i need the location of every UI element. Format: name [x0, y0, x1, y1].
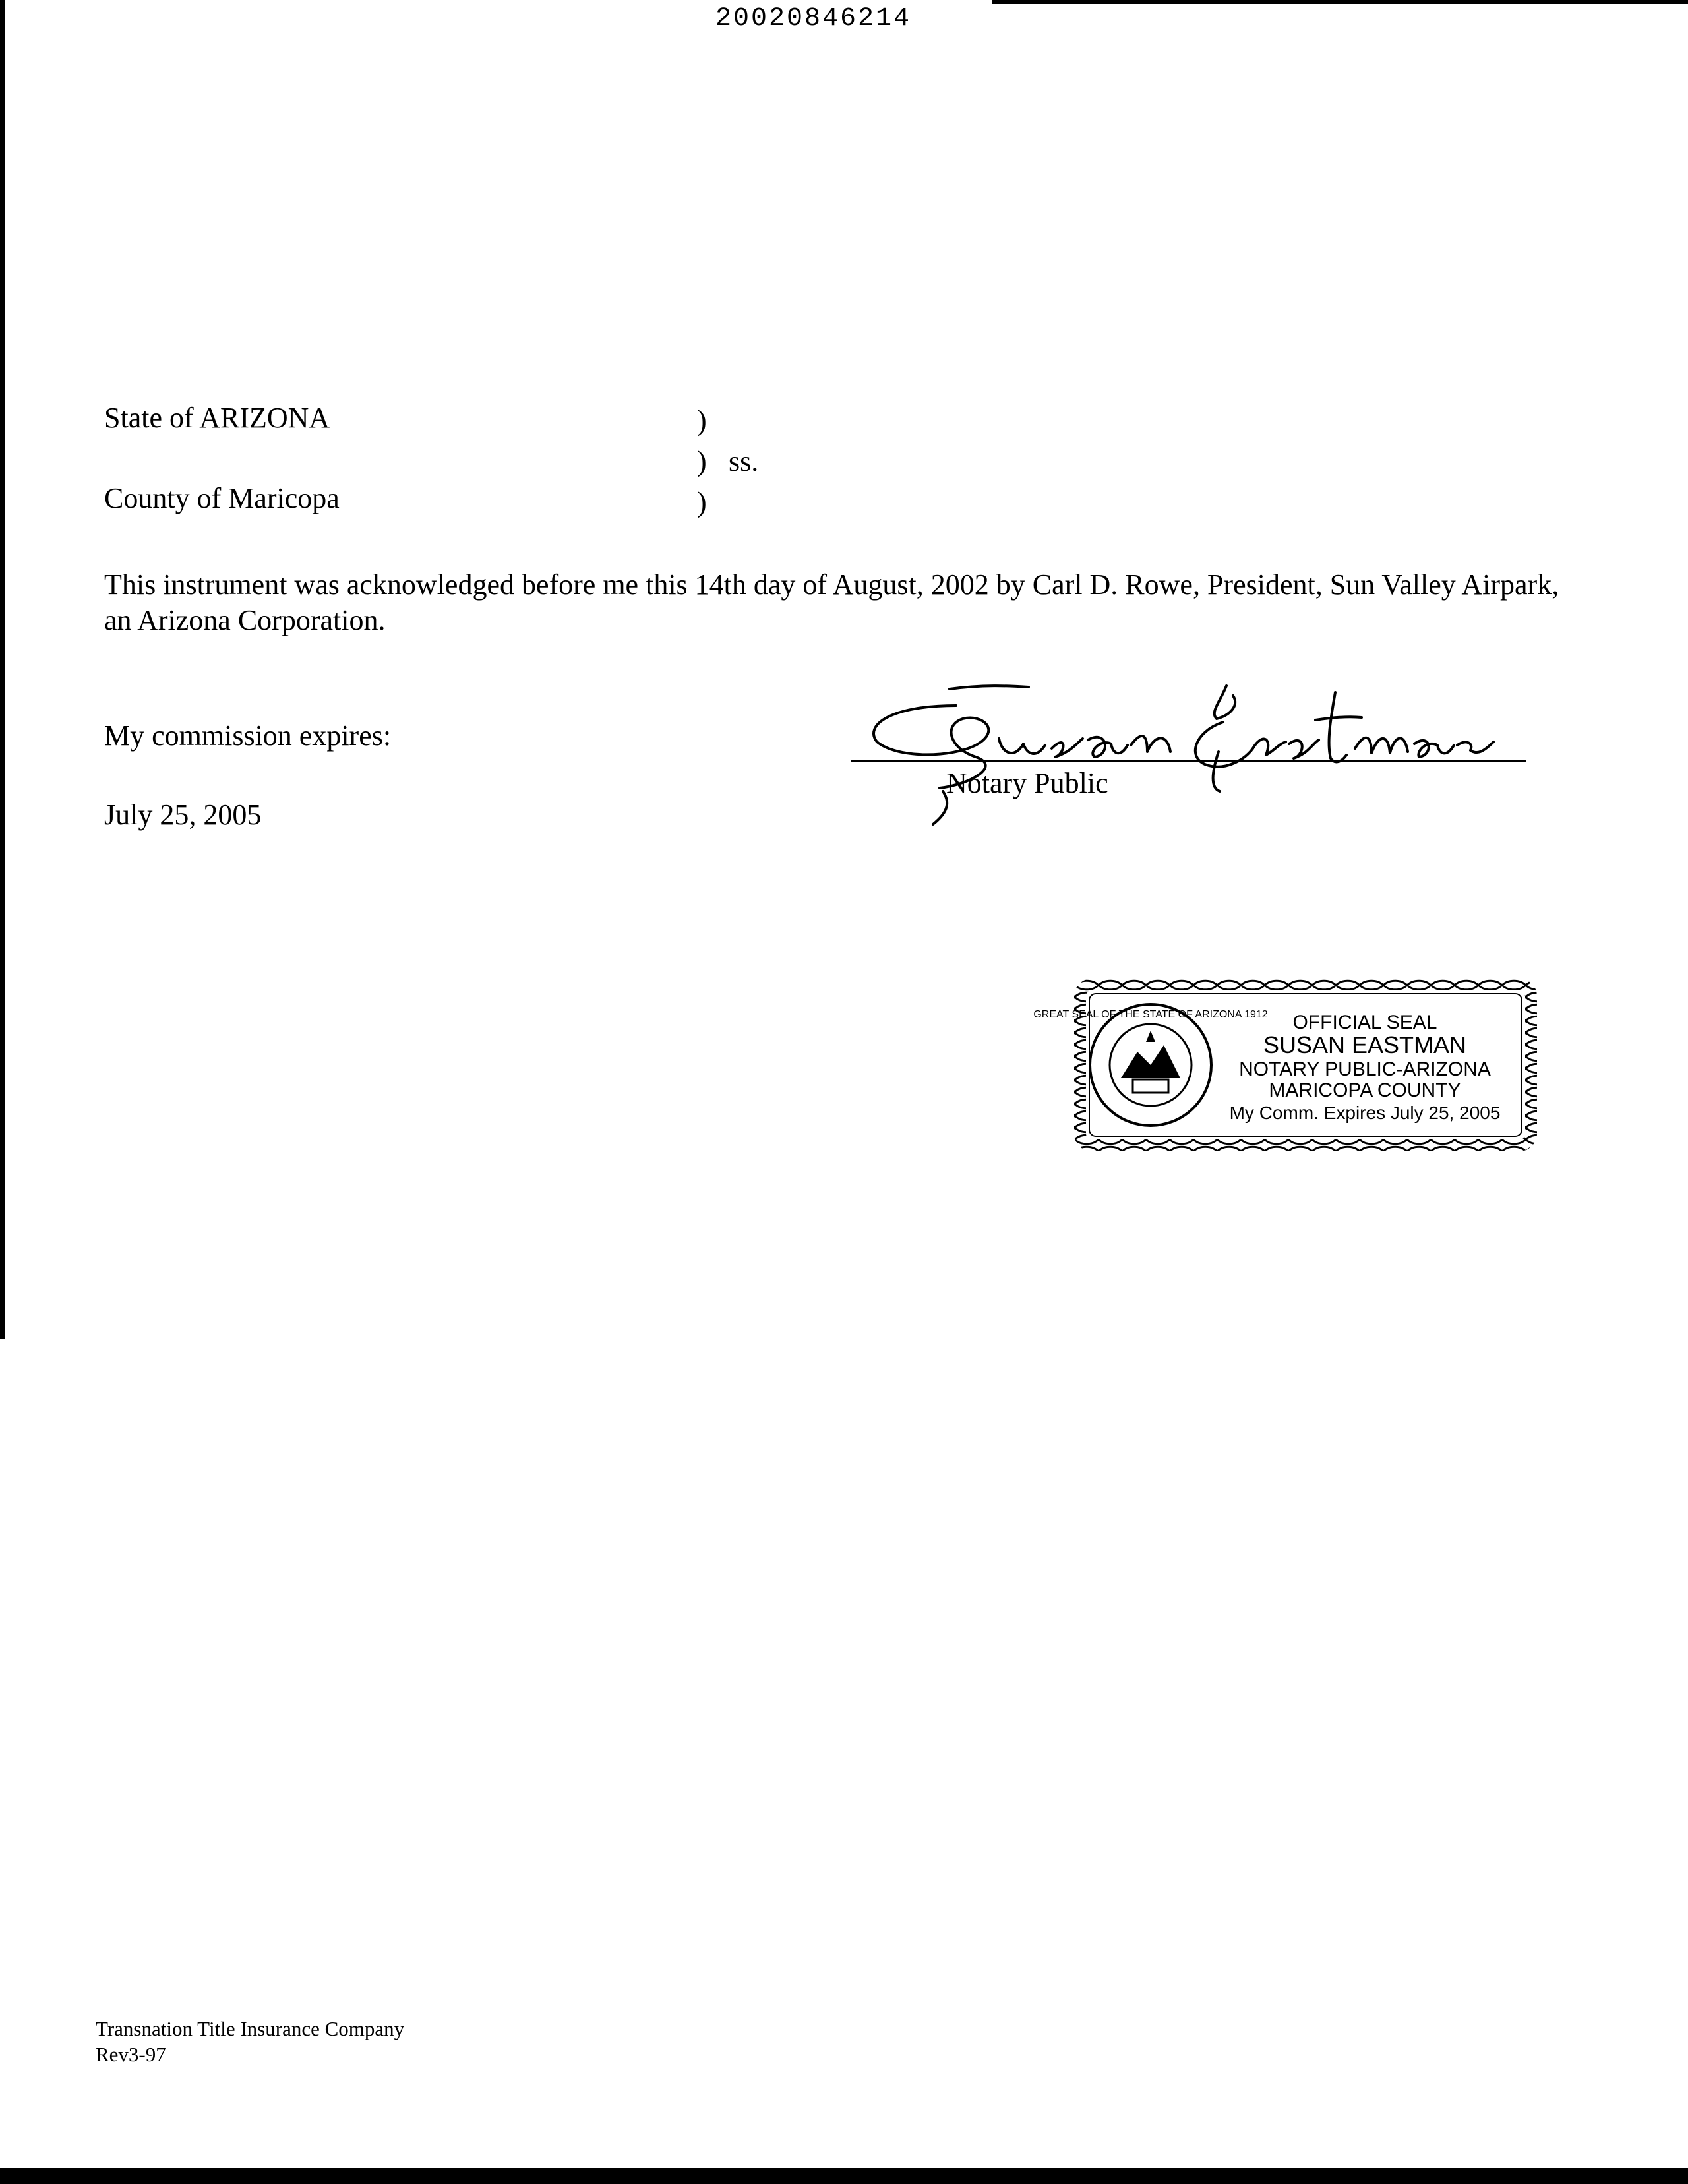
recording-number: 20020846214 [715, 4, 912, 34]
official-seal-stamp [1033, 979, 1536, 1151]
top-scan-rule [992, 0, 1688, 4]
acknowledgment-text: This instrument was acknowledged before me this 14th day of August, 2002 by Carl D. Rowe, President, Sun Valley Airpark, an Arizona Corporation. [104, 568, 1559, 636]
notary-public-label: Notary Public [946, 767, 1108, 799]
venue-ss: ss. [729, 445, 759, 477]
footer-revision: Rev3-97 [96, 2043, 166, 2066]
commission-date: July 25, 2005 [104, 799, 262, 831]
commission-label: My commission expires: [104, 719, 392, 752]
seal-line-name: SUSAN EASTMAN [1263, 1031, 1467, 1058]
venue-paren-2: ) [697, 445, 707, 477]
left-scan-edge [0, 0, 5, 1339]
bottom-scan-rule [0, 2168, 1688, 2184]
footer-company: Transnation Title Insurance Company [96, 2017, 405, 2040]
venue-paren-1: ) [697, 404, 707, 437]
emblem-text: GREAT SEAL OF THE STATE OF ARIZONA 1912 [1033, 1009, 1268, 1020]
seal-line-expires: My Comm. Expires July 25, 2005 [1229, 1103, 1501, 1123]
signature-line [851, 760, 1526, 762]
seal-line-county: MARICOPA COUNTY [1269, 1079, 1461, 1101]
venue-state: State of ARIZONA [104, 402, 330, 434]
seal-line-title: NOTARY PUBLIC-ARIZONA [1239, 1058, 1491, 1080]
venue-paren-3: ) [697, 486, 707, 518]
notary-signature [851, 666, 1510, 837]
seal-line-official: OFFICIAL SEAL [1292, 1012, 1437, 1033]
venue-county: County of Maricopa [104, 482, 340, 514]
